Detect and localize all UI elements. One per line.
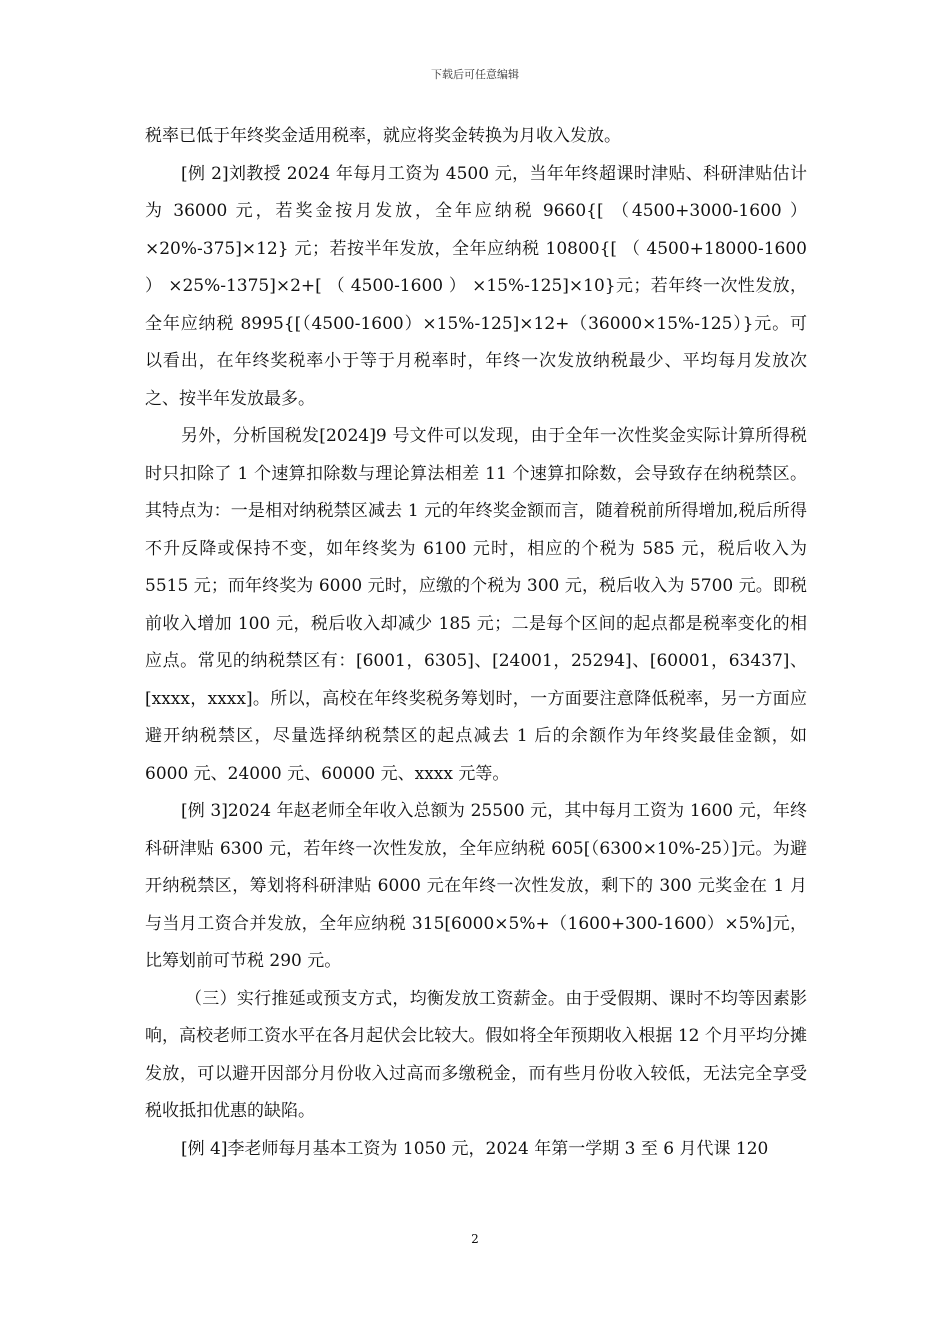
document-body	[145, 118, 807, 1168]
paragraph-tax-zone: 另外，分析国税发[2024]9 号文件可以发现，由于全年一次性奖金实际计算所得税时只扣除了 1 个速算扣除数与理论算法相差 11 个速算扣除数，会导致存在纳税禁区。其特点为：一是相对纳税禁区减去 1 元的年终奖金额而言，随着税前所得增加,税后所得不升反降或保持不变，如年终奖为 6100 元时，相应的个税为 585 元，税后收入为 5515 元；而年终奖为 6000 元时，应缴的个税为 300 元，税后收入为 5700 元。即税前收入增加 100 元，税后收入却减少 185 元；二是每个区间的起点都是税率变化的相应点。常见的纳税禁区有：[6001，6305]、[24001，25294]、[60001，63437]、[xxxx，xxxx]。所以，高校在年终奖税务筹划时，一方面要注意降低税率，另一方面应避开纳税禁区，尽量选择纳税禁区的起点减去 1 后的余额作为年终奖最佳金额，如 6000 元、24000 元、60000 元、xxxx 元等。	[145, 426, 807, 784]
page-header: 下载后可任意编辑	[431, 68, 519, 81]
paragraph-continuation: 税率已低于年终奖金适用税率，就应将奖金转换为月收入发放。	[145, 126, 621, 146]
page-number: 2	[471, 1232, 479, 1246]
paragraph-example-2: [例 2]刘教授 2024 年每月工资为 4500 元，当年年终超课时津贴、科研津贴估计为 36000 元，若奖金按月发放，全年应纳税 9660{[ （4500+3000-1600 ） ×20%-375]×12} 元；若按半年发放，全年应纳税 10800{[ （ 4500+18000-1600 ） ×25%-1375]×2+[ （ 4500-1600 ） ×15%-125]×10}元；若年终一次性发放，全年应纳税 8995{[（4500-1600）×15%-125]×12+（36000×15%-125）}元。可以看出，在年终奖税率小于等于月税率时，年终一次发放纳税最少、平均每月发放次之、按半年发放最多。	[145, 163, 807, 409]
paragraph-example-4: [例 4]李老师每月基本工资为 1050 元，2024 年第一学期 3 至 6 月代课 120	[181, 1138, 769, 1159]
paragraph-example-3: [例 3]2024 年赵老师全年收入总额为 25500 元，其中每月工资为 1600 元，年终科研津贴 6300 元，若年终一次性发放，全年应纳税 605[（6300×10%-25）]元。为避开纳税禁区，筹划将科研津贴 6000 元在年终一次性发放，剩下的 300 元奖金在 1 月与当月工资合并发放，全年应纳税 315[6000×5%+（1600+300-1600）×5%]元，比筹划前可节税 290 元。	[145, 801, 807, 971]
paragraph-section-3: （三）实行推延或预支方式，均衡发放工资薪金。由于受假期、课时不均等因素影响，高校老师工资水平在各月起伏会比较大。假如将全年预期收入根据 12 个月平均分摊发放，可以避开因部分月份收入过高而多缴税金，而有些月份收入较低，无法完全享受税收抵扣优惠的缺陷。	[145, 988, 807, 1121]
